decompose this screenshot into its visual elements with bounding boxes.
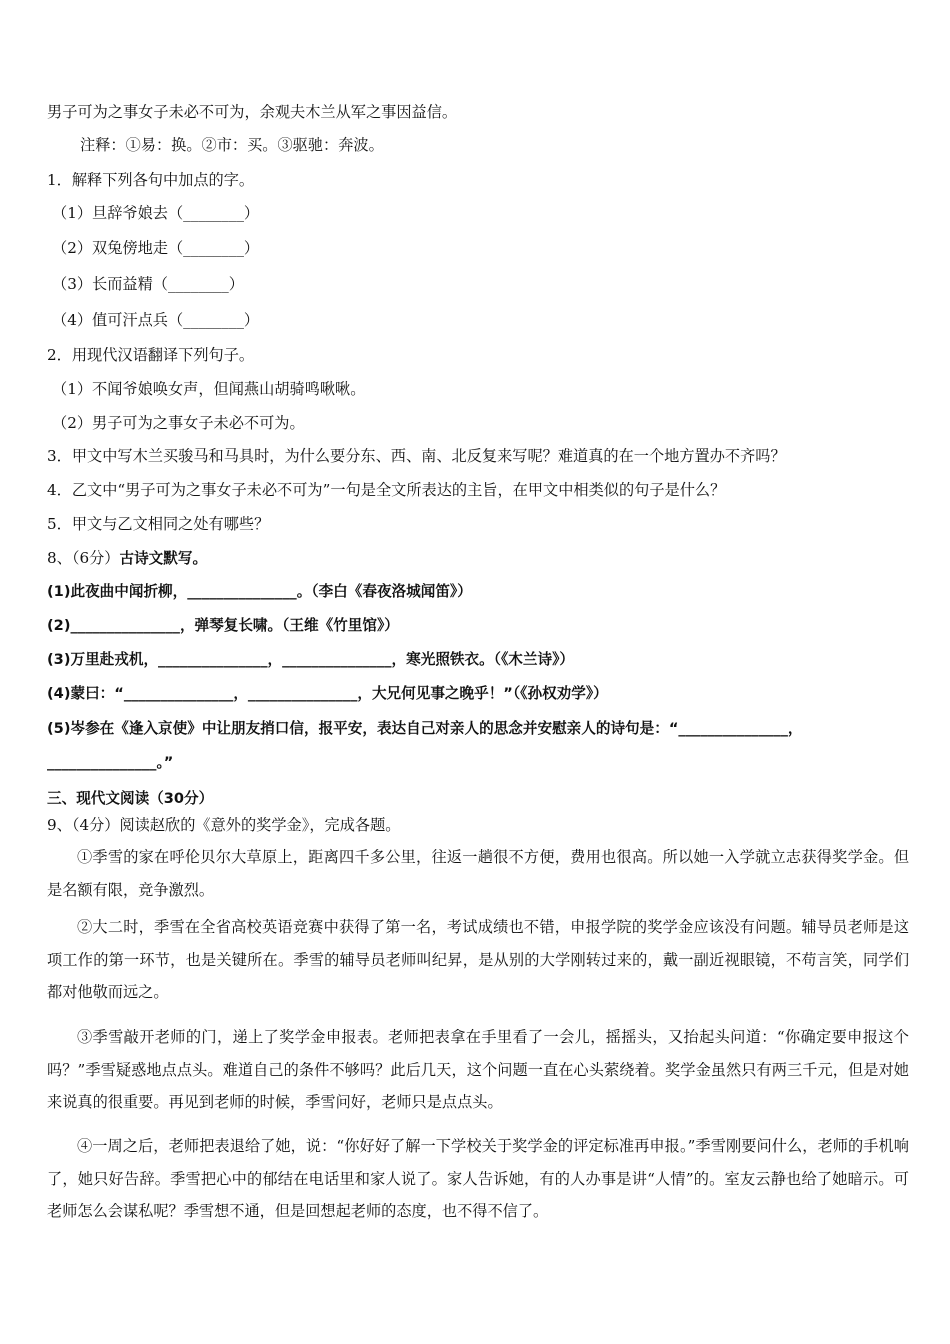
q1-item-3: （3）长而益精（________） xyxy=(52,275,244,293)
q1-title: 1．解释下列各句中加点的字。 xyxy=(47,171,255,189)
q2-title: 2．用现代汉语翻译下列句子。 xyxy=(47,346,255,364)
reading-paragraph-4: ④一周之后，老师把表退给了她，说：“你好好了解一下学校关于奖学金的评定标准再申报。”季雪刚要问什么，老师的手机响了，她只好告辞。季雪把心中的郁结在电话里和家人说了。家人告诉她，有的人办事是讲“人情”的。室友云静也给了她暗示。可老师怎么会谋私呢？季雪想不通，但是回想起老师的态度，也不得不信了。 xyxy=(47,1137,909,1220)
q1-item-4: （4）值可汗点兵（________） xyxy=(52,311,260,329)
q8-item-5: (5)岑参在《逢入京使》中让朋友捎口信，报平安，表达自己对亲人的思念并安慰亲人的诗句是：“_______________， xyxy=(47,720,803,737)
reading-paragraph-2: ②大二时，季雪在全省高校英语竞赛中获得了第一名，考试成绩也不错，申报学院的奖学金应该没有问题。辅导员老师是这项工作的第一环节，也是关键所在。季雪的辅导员老师叫纪昇，是从别的大学刚转过来的，戴一副近视眼镜，不苟言笑，同学们都对他敬而远之。 xyxy=(47,918,909,1001)
q9-title: 9、（4分）阅读赵欣的《意外的奖学金》，完成各题。 xyxy=(47,816,401,834)
q2-item-1: （1）不闻爷娘唤女声，但闻燕山胡骑鸣啾啾。 xyxy=(52,380,366,398)
q1-item-1: （1）旦辞爷娘去（________） xyxy=(52,204,260,222)
q8-title: 古诗文默写。 xyxy=(119,550,208,567)
q8-item-2: (2)_______________，弹琴复长啸。（王维《竹里馆》） xyxy=(47,617,399,634)
passage-last-line: 男子可为之事女子未必不可为，余观夫木兰从军之事因益信。 xyxy=(47,103,458,121)
section-3-heading: 三、现代文阅读（30分） xyxy=(47,790,214,807)
q3-text: 3．甲文中写木兰买骏马和马具时，为什么要分东、西、南、北反复来写呢？难道真的在一个地方置办不齐吗？ xyxy=(47,447,786,465)
q8-item-4: (4)蒙曰：“_______________，_______________，大兄何见事之晚乎！”（《孙权劝学》） xyxy=(47,685,608,702)
passage-note: 注释：①易：换。②市：买。③驱驰：奔波。 xyxy=(80,136,384,154)
q1-item-2: （2）双兔傍地走（________） xyxy=(52,239,260,257)
q8-item-1: (1)此夜曲中闻折柳，_______________。（李白《春夜洛城闻笛》） xyxy=(47,583,472,600)
q4-text: 4．乙文中“男子可为之事女子未必不可为”一句是全文所表达的主旨，在甲文中相类似的句子是什么？ xyxy=(47,481,726,499)
q5-text: 5．甲文与乙文相同之处有哪些？ xyxy=(47,515,270,533)
q8-header: 8、（6分） xyxy=(47,549,120,567)
q8-item-5-continued: _______________。” xyxy=(47,754,174,771)
q2-item-2: （2）男子可为之事女子未必不可为。 xyxy=(52,414,305,432)
reading-paragraph-1: ①季雪的家在呼伦贝尔大草原上，距离四千多公里，往返一趟很不方便，费用也很高。所以她一入学就立志获得奖学金。但是名额有限，竞争激烈。 xyxy=(47,848,909,899)
q8-item-3: (3)万里赴戎机，_______________，_______________，寒光照铁衣。（《木兰诗》） xyxy=(47,651,574,668)
reading-paragraph-3: ③季雪敲开老师的门，递上了奖学金申报表。老师把表拿在手里看了一会儿，摇摇头，又抬起头问道：“你确定要申报这个吗？”季雪疑惑地点点头。难道自己的条件不够吗？此后几天，这个问题一直在心头萦绕着。奖学金虽然只有两三千元，但是对她来说真的很重要。再见到老师的时候，季雪问好，老师只是点点头。 xyxy=(47,1028,909,1111)
q8-heading xyxy=(47,548,920,569)
